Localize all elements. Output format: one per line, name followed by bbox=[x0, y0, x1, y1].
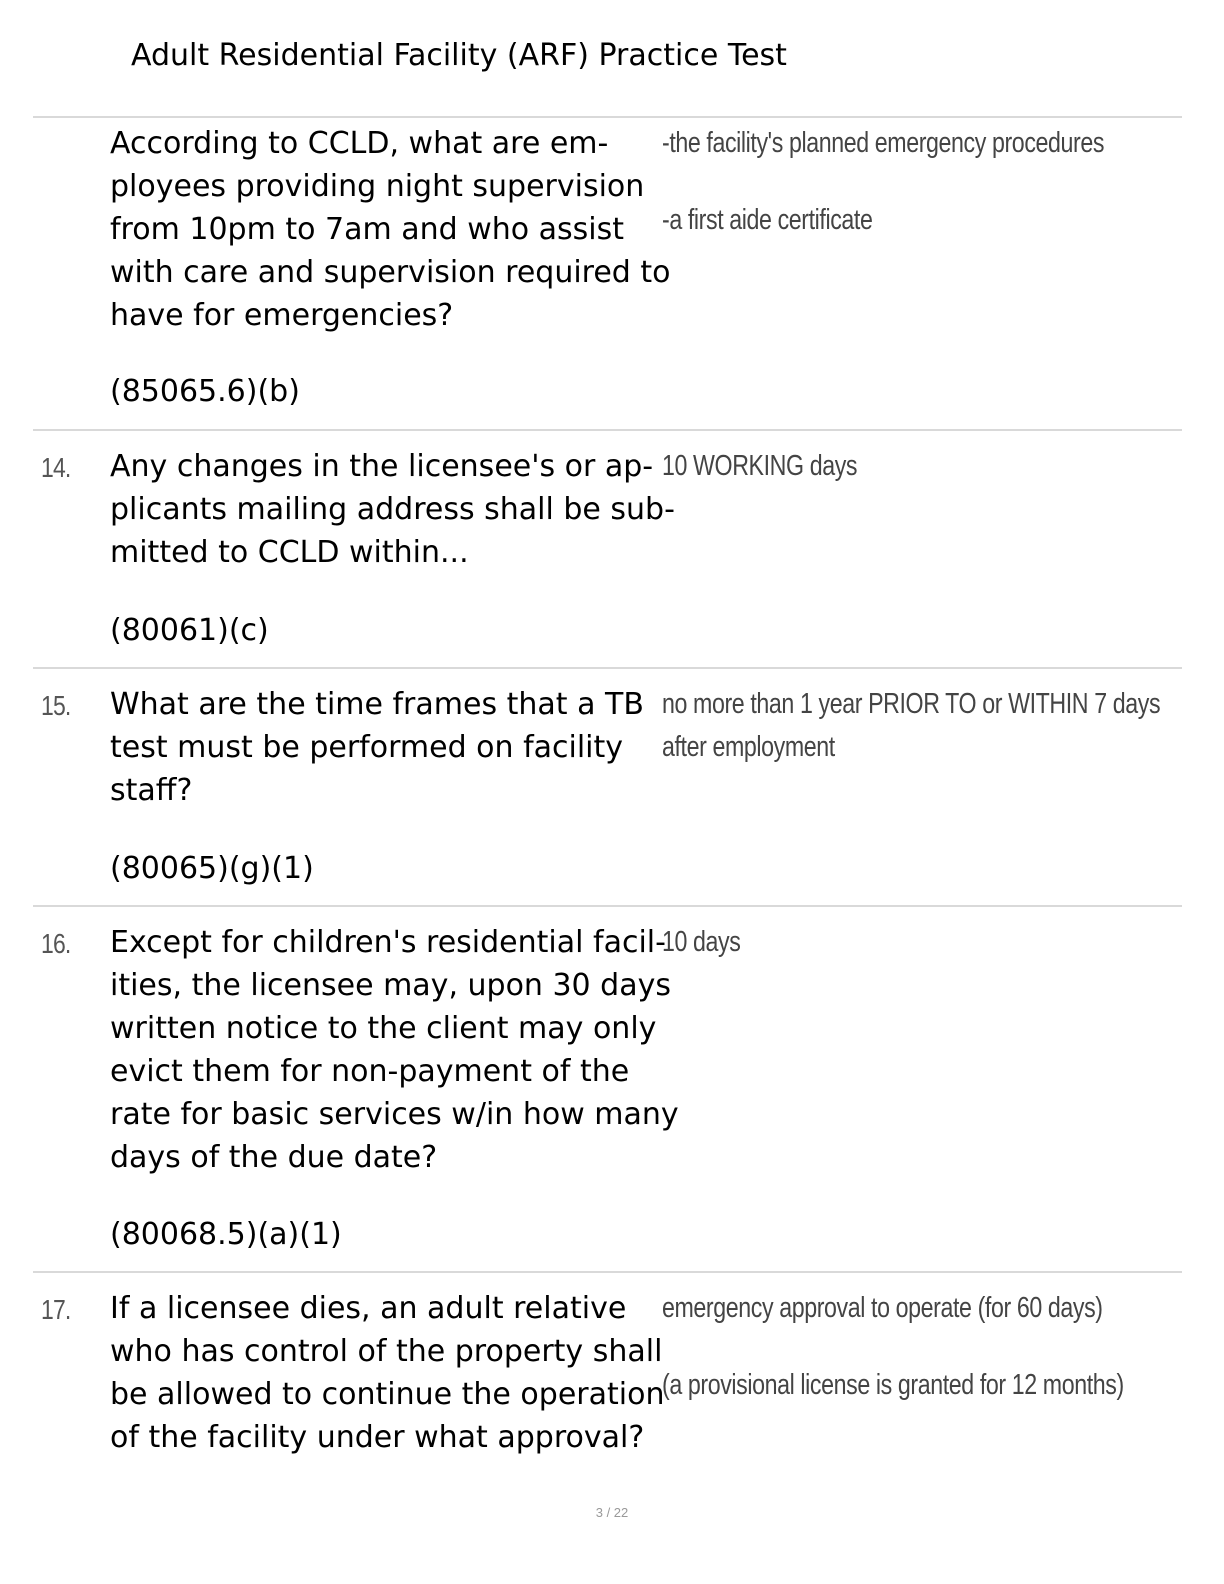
question-number: 14. bbox=[41, 452, 71, 483]
regulation-reference: (85065.6)(b) bbox=[110, 374, 300, 409]
question-number: 15. bbox=[41, 690, 71, 721]
question-text: Except for children's residential facil- ities, the licensee may, upon 30 days written notice to the client may only evict them for non-payment of the rate for basic services w/in how many days of the due date? bbox=[110, 925, 679, 1175]
flashcard-row bbox=[33, 429, 1182, 669]
answer-text: no more than 1 year PRIOR TO or WITHIN 7 days after employment bbox=[662, 688, 1161, 763]
question-number: 17. bbox=[41, 1294, 71, 1325]
regulation-reference: (80065)(g)(1) bbox=[110, 851, 314, 886]
flashcard-row bbox=[33, 1271, 1182, 1471]
answer-text: -the facility's planned emergency procedures -a first aide certificate bbox=[662, 127, 1105, 236]
regulation-reference: (80061)(c) bbox=[110, 613, 269, 648]
question-text: If a licensee dies, an adult relative who has control of the property shall be allowed to continue the operation of the facility under what approval? bbox=[110, 1291, 665, 1455]
flashcard-row bbox=[33, 116, 1182, 431]
answer-text: emergency approval to operate (for 60 days) (a provisional license is granted for 12 months) bbox=[662, 1292, 1124, 1401]
question-text: Any changes in the licensee's or ap- plicants mailing address shall be sub- mitted to CCLD within... bbox=[110, 449, 675, 570]
page-number: 3 / 22 bbox=[595, 1505, 629, 1520]
answer-text: 10 days bbox=[662, 926, 741, 958]
question-text: What are the time frames that a TB test must be performed on facility staff? bbox=[110, 687, 644, 808]
question-text: According to CCLD, what are em- ployees providing night supervision from 10pm to 7am and who assist with care and supervision required to have for emergencies? bbox=[110, 126, 671, 333]
question-number: 16. bbox=[41, 928, 71, 959]
page-title: Adult Residential Facility (ARF) Practice Test bbox=[131, 38, 787, 73]
flashcard-row bbox=[33, 905, 1182, 1273]
regulation-reference: (80068.5)(a)(1) bbox=[110, 1217, 342, 1252]
flashcard-row bbox=[33, 667, 1182, 907]
answer-text: 10 WORKING days bbox=[662, 450, 858, 482]
